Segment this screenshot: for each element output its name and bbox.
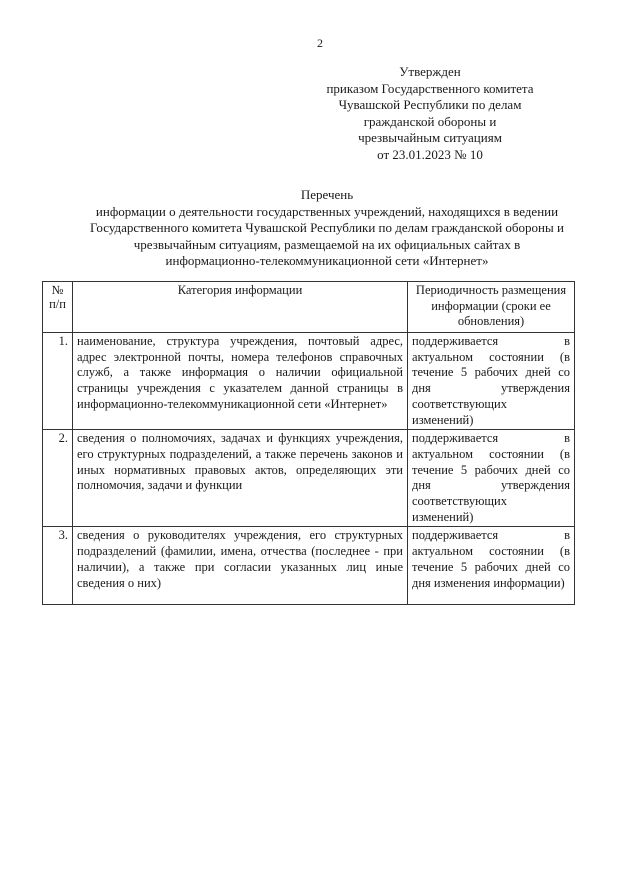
header-number: № п/п [43, 282, 73, 333]
row-category: сведения о полномочиях, задачах и функциях учреждения, его структурных подразделений, а также перечень законов и иных нормативных правовых актов, определяющих эти полномочия, задачи и функции [73, 430, 408, 527]
approval-date-line: от 23.01.2023 № 10 [377, 146, 483, 162]
title-line: информационно-телекоммуникационной сети «Интернет» [165, 253, 489, 268]
approval-line: Чувашской Республики по делам [338, 97, 522, 112]
approval-line: гражданской обороны и [363, 113, 497, 129]
row-periodicity: поддерживается в актуальном состоянии (в течение 5 рабочих дней со дня утверждения соответствующих изменений) [408, 430, 575, 527]
table-header-row [43, 282, 575, 333]
row-periodicity: поддерживается в актуальном состоянии (в течение 5 рабочих дней со дня утверждения соответствующих изменений) [408, 333, 575, 430]
table-row [43, 430, 575, 527]
title-line: информации о деятельности государственных учреждений, находящихся в ведении [95, 203, 559, 219]
page-number: 2 [317, 36, 323, 50]
row-number: 2. [43, 430, 73, 527]
title-line: Государственного комитета Чувашской Республики по делам гражданской обороны и [90, 220, 564, 235]
approval-stamp [300, 64, 560, 163]
header-category: Категория информации [73, 282, 408, 333]
title-line: чрезвычайным ситуациям, размещаемой на их официальных сайтах в [133, 236, 521, 252]
row-number: 1. [43, 333, 73, 430]
row-periodicity: поддерживается в актуальном состоянии (в течение 5 рабочих дней со дня изменения информации) [408, 527, 575, 605]
approval-line: приказом Государственного комитета [326, 80, 534, 96]
approval-line: Утвержден [399, 64, 461, 79]
information-table [42, 281, 575, 605]
title-line: Перечень [300, 187, 354, 202]
table-row [43, 333, 575, 430]
table-row [43, 527, 575, 605]
row-category: сведения о руководителях учреждения, его структурных подразделений (фамилии, имена, отчества (последнее - при наличии), а также при согласии указанных лиц иные сведения о них) [73, 527, 408, 605]
approval-line: чрезвычайным ситуациям [358, 130, 502, 145]
row-category: наименование, структура учреждения, почтовый адрес, адрес электронной почты, номера телефонов справочных служб, а также информация о наличии официальной страницы учреждения с указателем данной страницы в информационно-телекоммуникационной сети «Интернет» [73, 333, 408, 430]
row-number: 3. [43, 527, 73, 605]
header-periodicity: Периодичность размещения информации (сроки ее обновления) [408, 282, 575, 333]
document-title [50, 187, 604, 270]
